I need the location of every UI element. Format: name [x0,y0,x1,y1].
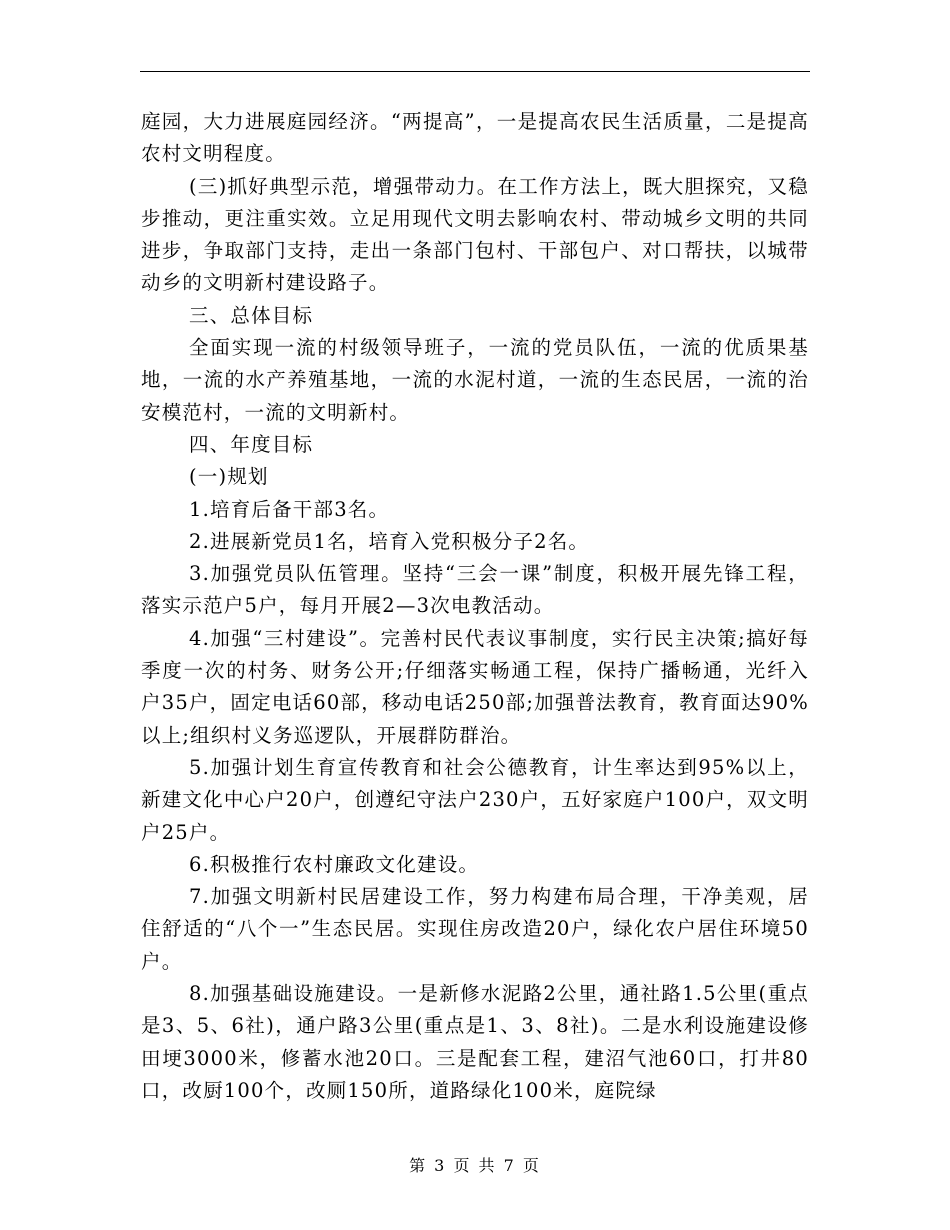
paragraph: (一)规划 [189,465,269,489]
paragraph: 1.培育后备干部3名。 [189,497,390,521]
paragraph: 2.进展新党员1名，培育入党积极分子2名。 [189,529,590,553]
paragraph: 全面实现一流的村级领导班子，一流的党员队伍，一流的优质果基地，一流的水产养殖基地，一流的水泥村道，一流的生态民居，一流的治安模范村，一流的文明新村。 [141,336,809,424]
paragraph: 8.加强基础设施建设。一是新修水泥路2公里，通社路1.5公里(重点是3、5、6社)，通户路3公里(重点是1、3、8社)。二是水利设施建设修田埂3000米，修蓄水池20口。三是配套工程，建沼气池60口，打井80口，改厨100个，改厕150所，道路绿化100米，庭院绿 [141,982,809,1102]
paragraph: 3.加强党员队伍管理。坚持“三会一课”制度，积极开展先锋工程，落实示范户5户，每月开展2—3次电教活动。 [141,562,809,618]
paragraph: (三)抓好典型示范，增强带动力。在工作方法上，既大胆探究，又稳步推动，更注重实效。立足用现代文明去影响农村、带动城乡文明的共同进步，争取部门支持，走出一条部门包村、干部包户、对口帮扶，以城带动乡的文明新村建设路子。 [141,174,809,295]
page-footer: 第 3 页 共 7 页 [409,1156,541,1175]
paragraph: 庭园，大力进展庭园经济。“两提高”，一是提高农民生活质量，二是提高农村文明程度。 [141,110,809,166]
paragraph: 四、年度目标 [189,432,314,456]
document-body [141,106,809,1107]
header-rule [140,71,810,72]
paragraph: 7.加强文明新村民居建设工作，努力构建布局合理，干净美观，居住舒适的“八个一”生态民居。实现住房改造20户，绿化农户居住环境50户。 [141,885,809,973]
paragraph: 6.积极推行农村廉政文化建设。 [189,852,480,876]
paragraph: 4.加强“三村建设”。完善村民代表议事制度，实行民主决策;搞好每季度一次的村务、财务公开;仔细落实畅通工程，保持广播畅通，光纤入户35户，固定电话60部，移动电话250部;加强普法教育，教育面达90%以上;组织村义务巡逻队，开展群防群治。 [141,626,809,747]
paragraph: 三、总体目标 [189,303,314,327]
paragraph: 5.加强计划生育宣传教育和社会公德教育，计生率达到95%以上，新建文化中心户20户，创遵纪守法户230户，五好家庭户100户，双文明户25户。 [141,755,809,844]
